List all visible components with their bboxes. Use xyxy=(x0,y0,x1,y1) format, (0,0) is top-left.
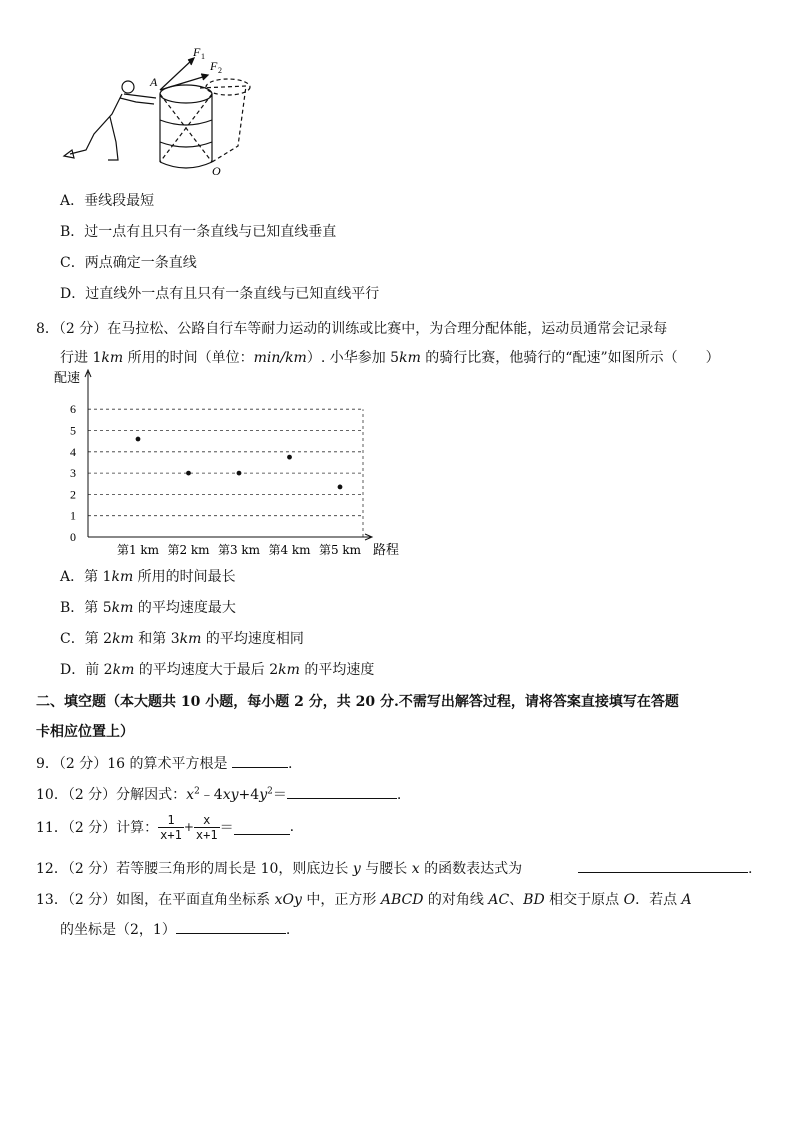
label-o: O xyxy=(212,164,221,177)
q12-answer: . xyxy=(578,858,752,877)
y-tick-label-3: 3 xyxy=(70,466,76,481)
label-f2: F xyxy=(210,59,218,73)
data-point-1 xyxy=(136,437,141,442)
pace-chart-svg xyxy=(50,368,420,568)
q8-option-a[interactable]: A．第 1km 所用的时间最长 xyxy=(60,569,236,585)
q7-option-c[interactable]: C．两点确定一条直线 xyxy=(60,255,197,271)
x-tick-label-3: 第3 km xyxy=(217,543,261,557)
x-axis-label: 路程 xyxy=(373,543,400,558)
y-tick-label-6: 6 xyxy=(70,402,76,417)
q8-option-b[interactable]: B．第 5km 的平均速度最大 xyxy=(60,600,236,616)
data-point-4 xyxy=(287,455,292,460)
x-tick-label-5: 第5 km xyxy=(318,543,362,557)
q12-answer-blank[interactable] xyxy=(578,858,748,873)
section2-header-line1: 二、填空题（本大题共 10 小题，每小题 2 分，共 20 分.不需写出解答过程，请将答案直接填写在答题 xyxy=(36,694,679,710)
x-tick-label-1: 第1 km xyxy=(116,543,160,557)
y-axis-label: 配速 xyxy=(54,371,81,386)
person-head xyxy=(122,81,134,93)
x-tick-label-4: 第4 km xyxy=(268,543,311,557)
barrel-figure xyxy=(50,42,290,177)
y-tick-label-2: 2 xyxy=(70,487,76,502)
q8-option-c[interactable]: C．第 2km 和第 3km 的平均速度相同 xyxy=(60,631,304,647)
q13-answer-blank[interactable] xyxy=(176,919,286,934)
y-tick-label-4: 4 xyxy=(70,444,76,459)
label-a: A xyxy=(150,75,158,89)
q11-answer-blank[interactable] xyxy=(234,820,290,835)
y-tick-label-5: 5 xyxy=(70,423,76,438)
q9-answer-blank[interactable] xyxy=(232,753,288,768)
y-tick-label-1: 1 xyxy=(70,508,76,523)
q10: 10．（2 分）分解因式：$x^2﹣4xy+4y^2=$ . xyxy=(36,784,401,804)
data-point-5 xyxy=(338,485,343,490)
barrel-bottom xyxy=(160,162,212,168)
section2-header-line2: 卡相应位置上） xyxy=(36,724,134,740)
tilted-barrel-dashed xyxy=(160,79,250,162)
pace-chart xyxy=(50,368,420,568)
q8-option-d[interactable]: D．前 2km 的平均速度大于最后 2km 的平均速度 xyxy=(60,662,375,678)
q9: 9．（2 分）16 的算术平方根是 . xyxy=(36,753,292,773)
person-shoe xyxy=(64,150,74,158)
q7-option-b[interactable]: B．过一点有且只有一条直线与已知直线垂直 xyxy=(60,224,337,240)
barrel-bands xyxy=(160,120,212,147)
data-point-3 xyxy=(237,471,242,476)
q13-line2: 的坐标是（2，1） . xyxy=(60,919,290,939)
x-tick-label-2: 第2 km xyxy=(167,543,210,557)
fraction-1-over-x-plus-1: $\frac{1}{x+1}$ xyxy=(160,812,182,842)
label-f1: F xyxy=(193,45,201,59)
q10-answer-blank[interactable] xyxy=(287,784,397,799)
q11: 11．（2 分）计算： $\frac{1}{x+1}$ + $\frac{x}{x+1}$ ＝ . xyxy=(36,812,295,842)
q12: 12．（2 分）若等腰三角形的周长是 10，则底边长 y 与腰长 x 的函数表达式为 xyxy=(36,861,523,877)
person-body xyxy=(70,94,122,160)
y-tick-label-0: 0 xyxy=(70,530,76,544)
q13-line1: 13．（2 分）如图，在平面直角坐标系 xOy 中，正方形 ABCD 的对角线 AC、BD 相交于原点 O．若点 A xyxy=(36,892,692,908)
q7-option-d[interactable]: D．过直线外一点有且只有一条直线与已知直线平行 xyxy=(60,286,380,302)
q8-line1: 8．（2 分）在马拉松、公路自行车等耐力运动的训练或比赛中，为合理分配体能，运动员通常会记录每 xyxy=(36,321,668,337)
fraction-x-over-x-plus-1: $\frac{x}{x+1}$ xyxy=(195,812,218,842)
person-arms xyxy=(120,94,156,104)
svg-text:2: 2 xyxy=(218,66,222,75)
barrel-drawing xyxy=(50,42,290,177)
data-point-2 xyxy=(186,471,191,476)
q8-line2: 行进 1km 所用的时间（单位：min/km）. 小华参加 5km 的骑行比赛，他骑行的“配速”如图所示（ ） xyxy=(60,350,720,366)
svg-text:1: 1 xyxy=(201,52,205,61)
q7-option-a[interactable]: A．垂线段最短 xyxy=(60,193,155,209)
